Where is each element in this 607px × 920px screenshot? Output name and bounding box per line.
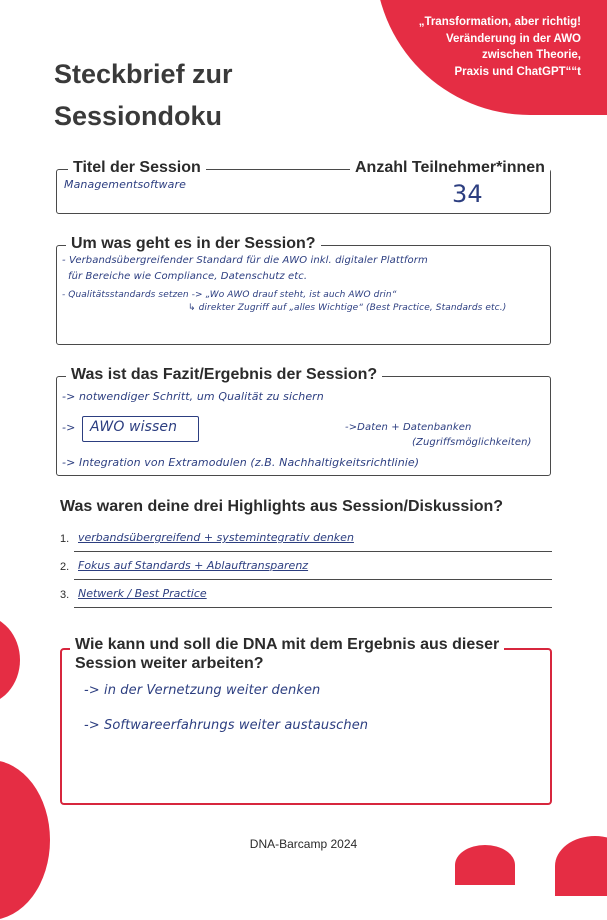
page-title: [54, 53, 233, 137]
slogan-line: zwischen Theorie,: [481, 49, 581, 61]
result-boxed-text: AWO wissen: [90, 419, 178, 435]
slogan-line: Praxis und ChatGPT““t: [454, 65, 581, 78]
page-title-line: Sessiondoku: [54, 101, 223, 131]
about-line: ↳ direkter Zugriff auf „alles Wichtige“ (Best Practice, Standards etc.): [188, 303, 507, 313]
result-line: (Zugriffsmöglichkeiten): [412, 437, 532, 448]
highlight-number: 2.: [60, 561, 70, 573]
result-line: -> notwendiger Schritt, um Qualität zu sichern: [62, 390, 324, 403]
about-label: Um was geht es in der Session?: [66, 234, 321, 254]
highlight-number: 1.: [60, 533, 70, 545]
result-line: ->Daten + Datenbanken: [345, 422, 472, 433]
about-line: für Bereiche wie Compliance, Datenschutz etc.: [68, 271, 308, 282]
dna-line: -> in der Vernetzung weiter denken: [84, 683, 321, 698]
dna-label-line: Wie kann und soll die DNA mit dem Ergebnis aus dieser: [75, 636, 500, 653]
slogan-line: „Transformation, aber richtig!: [418, 16, 581, 28]
dna-line: -> Softwareerfahrungs weiter austauschen: [84, 718, 369, 733]
footer-text: DNA-Barcamp 2024: [249, 837, 358, 851]
participants-value: 34: [452, 180, 483, 208]
dna-label: [70, 635, 504, 673]
session-title-value: Managementsoftware: [64, 178, 186, 191]
about-line: - Verbandsübergreifender Standard für die AWO inkl. digitaler Plattform: [62, 255, 428, 266]
highlight-line: [74, 579, 552, 580]
highlight-text: Netwerk / Best Practice: [78, 587, 207, 600]
highlight-line: [74, 607, 552, 608]
slogan-line: Veränderung in der AWO: [445, 32, 581, 45]
page-title-line: Steckbrief zur: [54, 59, 233, 89]
highlight-row: [60, 560, 552, 580]
result-line: -> Integration von Extramodulen (z.B. Nachhaltigkeitsrichtlinie): [62, 456, 420, 469]
left-red-shape: [0, 615, 20, 705]
highlight-number: 3.: [60, 589, 70, 601]
bottom-middle-red-shape: [455, 845, 515, 885]
session-title-label: Titel der Session: [68, 158, 206, 178]
highlight-row: [60, 588, 552, 608]
highlight-text: verbandsübergreifend + systemintegrativ denken: [78, 531, 354, 544]
event-slogan: [385, 14, 581, 80]
result-label: Was ist das Fazit/Ergebnis der Session?: [66, 365, 382, 385]
result-arrow: ->: [62, 421, 76, 434]
about-line: - Qualitätsstandards setzen -> „Wo AWO drauf steht, ist auch AWO drin“: [62, 290, 397, 300]
highlight-row: [60, 532, 552, 552]
highlight-text: Fokus auf Standards + Ablauftransparenz: [78, 559, 309, 572]
highlights-label: Was waren deine drei Highlights aus Session/Diskussion?: [60, 498, 504, 515]
highlight-line: [74, 551, 552, 552]
participants-label: Anzahl Teilnehmer*innen: [350, 158, 550, 178]
dna-label-line: Session weiter arbeiten?: [75, 655, 264, 672]
